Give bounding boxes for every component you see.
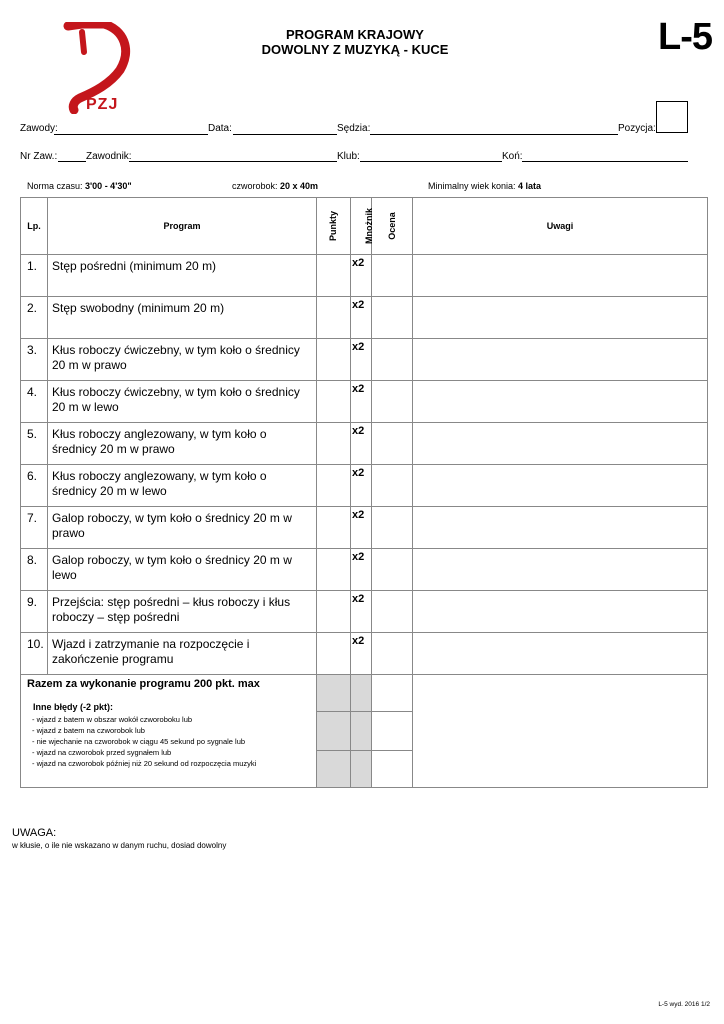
table-row (21, 549, 708, 591)
row-ocena-cell[interactable] (372, 591, 413, 633)
row-punkty-cell[interactable] (317, 591, 351, 633)
row-lp: 10. (21, 633, 48, 675)
title-line-2: DOWOLNY Z MUZYKĄ - KUCE (261, 42, 449, 57)
error-item: - wjazd na czworobok przed sygnałem lub (32, 748, 172, 757)
row-punkty-cell[interactable] (317, 507, 351, 549)
table-row (21, 381, 708, 423)
zawodnik-label: Zawodnik: (86, 151, 132, 162)
row-uwagi-cell[interactable] (413, 591, 708, 633)
data-label: Data: (208, 123, 232, 134)
row-punkty-cell[interactable] (317, 633, 351, 675)
row-lp: 7. (21, 507, 48, 549)
summary-total-cell[interactable] (372, 675, 413, 712)
row-ocena-cell[interactable] (372, 633, 413, 675)
row-uwagi-cell[interactable] (413, 381, 708, 423)
row-multiplier: x2 (351, 423, 372, 465)
row-multiplier: x2 (351, 255, 372, 297)
data-field[interactable] (233, 134, 337, 135)
errors-title: Inne błędy (-2 pkt): (33, 702, 114, 712)
norma-label: Norma czasu: (27, 181, 86, 191)
row-lp: 6. (21, 465, 48, 507)
table-row (21, 297, 708, 339)
klub-field[interactable] (360, 161, 502, 162)
row-uwagi-cell[interactable] (413, 423, 708, 465)
row-lp: 1. (21, 255, 48, 297)
table-row (21, 339, 708, 381)
table-row (21, 255, 708, 297)
table-row (21, 591, 708, 633)
header-punkty (317, 198, 351, 255)
table-row (21, 507, 708, 549)
row-punkty-cell[interactable] (317, 423, 351, 465)
header-ocena (372, 198, 413, 255)
header-punkty-label: Punkty (328, 210, 339, 242)
errors-punkty-cell (317, 712, 351, 751)
summary-row (21, 675, 708, 712)
final-value-cell[interactable] (372, 751, 413, 788)
row-uwagi-cell[interactable] (413, 549, 708, 591)
footer-edition: L-5 wyd. 2016 1/2 (658, 1001, 710, 1008)
final-punkty-cell (317, 751, 351, 788)
row-uwagi-cell[interactable] (413, 465, 708, 507)
error-item: - wjazd na czworobok później niż 20 sekund od rozpoczęcia muzyki (32, 759, 257, 768)
sedzia-field[interactable] (370, 134, 618, 135)
row-punkty-cell[interactable] (317, 549, 351, 591)
row-punkty-cell[interactable] (317, 255, 351, 297)
table-row (21, 633, 708, 675)
sedzia-label: Sędzia: (337, 123, 371, 134)
row-multiplier: x2 (351, 507, 372, 549)
summary-title: Razem za wykonanie programu 200 pkt. max (27, 678, 260, 690)
row-ocena-cell[interactable] (372, 255, 413, 297)
klub-label: Klub: (337, 151, 360, 162)
kon-label: Koń: (502, 151, 523, 162)
nr-zaw-field[interactable] (58, 161, 86, 162)
row-lp: 2. (21, 297, 48, 339)
row-ocena-cell[interactable] (372, 297, 413, 339)
row-multiplier: x2 (351, 591, 372, 633)
row-lp: 5. (21, 423, 48, 465)
pozycja-label: Pozycja: (618, 123, 656, 134)
row-ocena-cell[interactable] (372, 339, 413, 381)
summary-cell (21, 675, 317, 788)
czworobok-label: czworobok: (232, 181, 281, 191)
row-multiplier: x2 (351, 297, 372, 339)
table-row (21, 423, 708, 465)
summary-mult-cell (351, 675, 372, 712)
errors-value-cell[interactable] (372, 712, 413, 751)
header-uwagi: Uwagi (413, 198, 708, 255)
row-lp: 9. (21, 591, 48, 633)
row-program: Kłus roboczy anglezowany, w tym koło o średnicy 20 m w lewo (48, 465, 317, 507)
position-box[interactable] (656, 101, 688, 133)
row-ocena-cell[interactable] (372, 549, 413, 591)
note-text: w kłusie, o ile nie wskazano w danym ruchu, dosiad dowolny (12, 841, 227, 850)
note-title: UWAGA: (12, 827, 57, 839)
row-program: Galop roboczy, w tym koło o średnicy 20 m w prawo (48, 507, 317, 549)
row-uwagi-cell[interactable] (413, 339, 708, 381)
header-lp: Lp. (21, 198, 48, 255)
summary-punkty-cell (317, 675, 351, 712)
logo-text: PZJ (86, 96, 119, 113)
czworobok-value: 20 x 40m (280, 181, 319, 191)
row-lp: 3. (21, 339, 48, 381)
final-mult-cell (351, 751, 372, 788)
title-line-1: PROGRAM KRAJOWY (286, 27, 424, 42)
row-uwagi-cell[interactable] (413, 507, 708, 549)
summary-uwagi-cell[interactable] (413, 675, 708, 788)
row-multiplier: x2 (351, 633, 372, 675)
minimalny-wiek (428, 181, 541, 191)
row-multiplier: x2 (351, 339, 372, 381)
row-multiplier: x2 (351, 381, 372, 423)
error-item: - wjazd z batem na czworobok lub (32, 726, 145, 735)
zawody-label: Zawody: (20, 123, 58, 134)
zawody-field[interactable] (54, 134, 208, 135)
wiek-value: 4 lata (518, 181, 542, 191)
row-program: Stęp pośredni (minimum 20 m) (48, 255, 317, 297)
row-punkty-cell[interactable] (317, 381, 351, 423)
row-uwagi-cell[interactable] (413, 633, 708, 675)
row-punkty-cell[interactable] (317, 465, 351, 507)
norma-value: 3'00 - 4'30" (85, 181, 132, 191)
row-uwagi-cell[interactable] (413, 297, 708, 339)
row-punkty-cell[interactable] (317, 297, 351, 339)
row-program: Kłus roboczy anglezowany, w tym koło o średnicy 20 m w prawo (48, 423, 317, 465)
error-item: - wjazd z batem w obszar wokół czworoboku lub (32, 715, 193, 724)
row-program: Stęp swobodny (minimum 20 m) (48, 297, 317, 339)
czworobok (232, 181, 318, 191)
row-program: Kłus roboczy ćwiczebny, w tym koło o średnicy 20 m w prawo (48, 339, 317, 381)
scoring-table (20, 197, 708, 788)
wiek-label: Minimalny wiek konia: (428, 181, 519, 191)
header-ocena-label: Ocena (386, 212, 397, 240)
row-ocena-cell[interactable] (372, 381, 413, 423)
row-lp: 4. (21, 381, 48, 423)
header-mnoznik-label: Mnożnik (364, 208, 374, 244)
row-uwagi-cell[interactable] (413, 255, 708, 297)
header-mnoznik (351, 198, 372, 255)
form-code: L-5 (658, 16, 712, 58)
row-program: Kłus roboczy ćwiczebny, w tym koło o średnicy 20 m w lewo (48, 381, 317, 423)
row-multiplier: x2 (351, 465, 372, 507)
row-punkty-cell[interactable] (317, 339, 351, 381)
row-ocena-cell[interactable] (372, 465, 413, 507)
zawodnik-field[interactable] (129, 161, 337, 162)
row-multiplier: x2 (351, 549, 372, 591)
table-row (21, 465, 708, 507)
page-title (220, 27, 490, 57)
row-program: Przejścia: stęp pośredni – kłus roboczy i kłus roboczy – stęp pośredni (48, 591, 317, 633)
row-program: Galop roboczy, w tym koło o średnicy 20 m w lewo (48, 549, 317, 591)
error-item: - nie wjechanie na czworobok w ciągu 45 sekund po sygnale lub (32, 737, 246, 746)
row-program: Wjazd i zatrzymanie na rozpoczęcie i zakończenie programu (48, 633, 317, 675)
row-ocena-cell[interactable] (372, 423, 413, 465)
nr-zaw-label: Nr Zaw.: (20, 151, 58, 162)
norma-czasu (27, 181, 132, 191)
errors-mult-cell (351, 712, 372, 751)
row-lp: 8. (21, 549, 48, 591)
row-ocena-cell[interactable] (372, 507, 413, 549)
header-program: Program (48, 198, 317, 255)
table-header (21, 198, 708, 255)
kon-field[interactable] (522, 161, 688, 162)
